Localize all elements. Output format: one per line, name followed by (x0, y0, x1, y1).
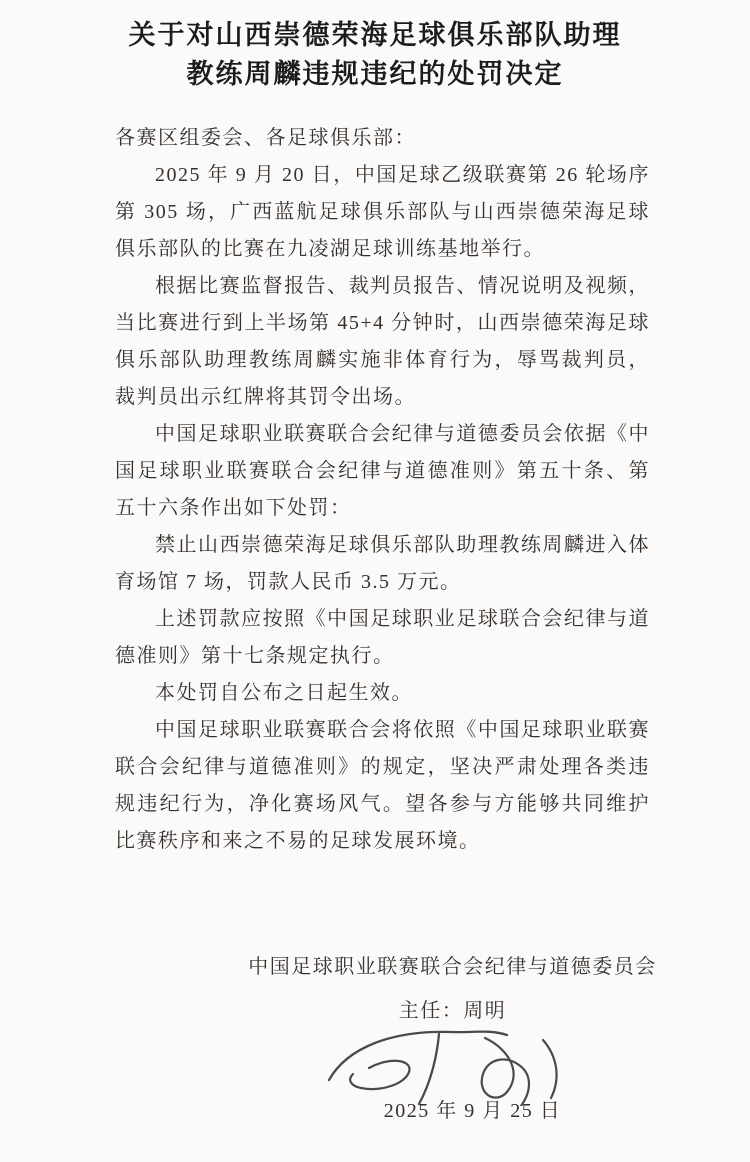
salutation: 各赛区组委会、各足球俱乐部： (115, 127, 416, 149)
paragraph-match-info: 2025 年 9 月 20 日，中国足球乙级联赛第 26 轮场序第 305 场，广西蓝航足球俱乐部队与山西崇德荣海足球俱乐部队的比赛在九凌湖足球训练基地举行。 (115, 164, 650, 260)
signature-block (115, 952, 720, 1126)
title-line-2: 教练周麟违规违纪的处罚决定 (186, 59, 564, 89)
issuing-organization: 中国足球职业联赛联合会纪律与道德委员会 (248, 956, 657, 978)
page-title (0, 0, 750, 94)
paragraph-basis: 中国足球职业联赛联合会纪律与道德委员会依据《中国足球职业联赛联合会纪律与道德准则》第五十条、第五十六条作出如下处罚： (115, 423, 650, 519)
paragraph-effective-date: 本处罚自公布之日起生效。 (155, 682, 413, 704)
paragraph-fine-execution: 上述罚款应按照《中国足球职业足球联合会纪律与道德准则》第十七条规定执行。 (115, 608, 650, 667)
paragraph-closing: 中国足球职业联赛联合会将依照《中国足球职业联赛联合会纪律与道德准则》的规定，坚决严肃处理各类违规违纪行为，净化赛场风气。望各参与方能够共同维护比赛秩序和来之不易的足球发展环境。 (115, 719, 650, 852)
paragraph-penalty: 禁止山西崇德荣海足球俱乐部队助理教练周麟进入体育场馆 7 场，罚款人民币 3.5 万元。 (115, 534, 650, 593)
document-body (115, 120, 650, 860)
signer-title-name: 主任：周明 (398, 1000, 507, 1022)
handwritten-signature (313, 1022, 593, 1106)
issue-date: 2025 年 9 月 25 日 (383, 1100, 562, 1122)
title-line-1: 关于对山西崇德荣海足球俱乐部队助理 (128, 20, 622, 50)
paragraph-incident: 根据比赛监督报告、裁判员报告、情况说明及视频，当比赛进行到上半场第 45+4 分钟时，山西崇德荣海足球俱乐部队助理教练周麟实施非体育行为，辱骂裁判员，裁判员出示红牌将其罚令出场。 (115, 275, 650, 408)
